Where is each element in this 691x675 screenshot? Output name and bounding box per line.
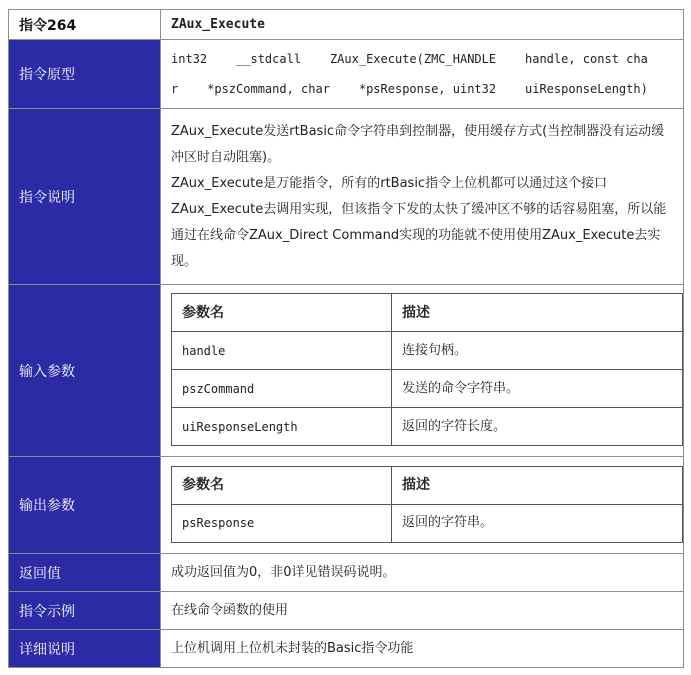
- return-value-text: 成功返回值为0，非0详见错误码说明。: [161, 554, 684, 592]
- details-row: [9, 630, 684, 668]
- output-col-desc: 描述: [392, 466, 683, 504]
- prototype-value: [161, 40, 684, 109]
- output-params-table: [171, 466, 683, 543]
- output-params-value: [161, 457, 684, 554]
- return-value-label: 返回值: [9, 554, 161, 592]
- table-row: [172, 408, 683, 446]
- param-name: psResponse: [172, 504, 392, 542]
- input-col-name: 参数名: [172, 294, 392, 332]
- param-desc: 连接句柄。: [392, 332, 683, 370]
- description-label: 指令说明: [9, 109, 161, 285]
- input-params-header: [172, 294, 683, 332]
- return-value-row: [9, 554, 684, 592]
- param-name: pszCommand: [172, 370, 392, 408]
- command-name: ZAux_Execute: [161, 10, 684, 40]
- input-params-table: [171, 293, 683, 446]
- description-row: [9, 109, 684, 285]
- output-params-header: [172, 466, 683, 504]
- input-params-value: [161, 285, 684, 457]
- description-value: [161, 109, 684, 285]
- command-table: [8, 9, 684, 668]
- param-desc: 返回的字符长度。: [392, 408, 683, 446]
- param-name: handle: [172, 332, 392, 370]
- header-row: [9, 10, 684, 40]
- prototype-row: [9, 40, 684, 109]
- input-params-row: [9, 285, 684, 457]
- input-col-desc: 描述: [392, 294, 683, 332]
- command-doc: [8, 9, 684, 668]
- table-row: [172, 332, 683, 370]
- param-desc: 返回的字符串。: [392, 504, 683, 542]
- output-col-name: 参数名: [172, 466, 392, 504]
- output-params-label: 输出参数: [9, 457, 161, 554]
- param-name: uiResponseLength: [172, 408, 392, 446]
- details-label: 详细说明: [9, 630, 161, 668]
- details-text: 上位机调用上位机未封装的Basic指令功能: [161, 630, 684, 668]
- description-paragraph-2: ZAux_Execute是万能指令，所有的rtBasic指令上位机都可以通过这个接口ZAux_Execute去调用实现，但该指令下发的太快了缓冲区不够的话容易阻塞，所以能通过在线命令ZAux_Direct Command实现的功能就不使用使用ZAux_Execute去实现。: [171, 175, 667, 269]
- example-row: [9, 592, 684, 630]
- table-row: [172, 370, 683, 408]
- table-row: [172, 504, 683, 542]
- input-params-label: 输入参数: [9, 285, 161, 457]
- description-paragraph-1: ZAux_Execute发送rtBasic命令字符串到控制器，使用缓存方式(当控制器没有运动缓冲区时自动阻塞)。: [171, 123, 665, 165]
- param-desc: 发送的命令字符串。: [392, 370, 683, 408]
- prototype-label: 指令原型: [9, 40, 161, 109]
- command-number: 指令264: [9, 10, 161, 40]
- prototype-line-2: r *pszCommand, char *psResponse, uint32 uiResponseLength): [171, 82, 648, 96]
- example-label: 指令示例: [9, 592, 161, 630]
- output-params-row: [9, 457, 684, 554]
- prototype-line-1: int32 __stdcall ZAux_Execute(ZMC_HANDLE handle, const cha: [171, 52, 648, 66]
- example-text: 在线命令函数的使用: [161, 592, 684, 630]
